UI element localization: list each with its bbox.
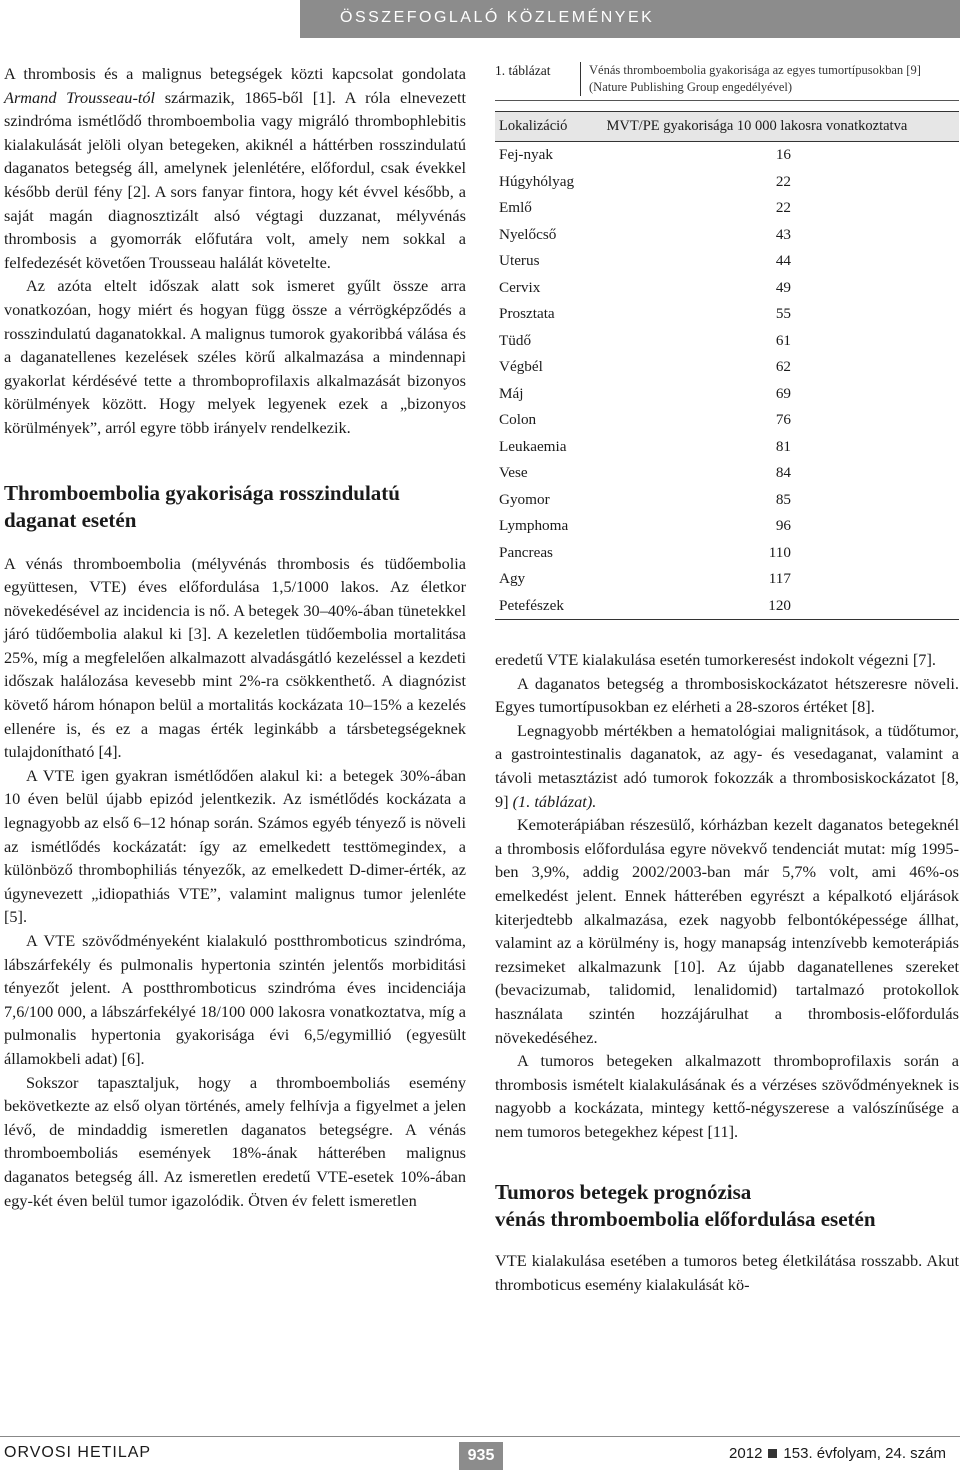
table-row bbox=[495, 222, 959, 249]
paragraph: Sokszor tapasztaljuk, hogy a thromboemboliás esemény bekövetkezte az első olyan történés, amely felhívja a figyelmet a jelen lévő, de mindaddig ismeretlen daganatos betegségre. A vénás thromboemboliás események 18%-ának hátterében malignus daganatos betegség áll. Az ismeretlen eredetű VTE-esetek 10%-ában egy-két éven belül tumor igazolódik. Ötven év felett ismeretlen bbox=[4, 1072, 466, 1210]
table-row bbox=[495, 169, 959, 196]
table-row bbox=[495, 195, 959, 222]
author-name: Armand Trousseau-tól bbox=[4, 87, 156, 107]
paragraph: VTE kialakulása esetében a tumoros beteg életkilátása rosszabb. Akut thromboticus esemény kialakulását kö- bbox=[495, 1251, 959, 1295]
paragraph: A tumoros betegeken alkalmazott thromboprofilaxis során a thrombosis ismételt kialakulásának és a vérzéses szövődményeknek is nagyobb a kockázata, mintegy kettő-négyszerese a valószínűsége a nem tumoros betegekhez képest [11]. bbox=[495, 1051, 959, 1141]
section-heading: Thromboembolia gyakorisága rosszindulatú daganat esetén bbox=[4, 480, 400, 532]
paragraph: Az azóta eltelt időszak alatt sok ismeret gyűlt össze arra vonatkozóan, hogy miért és hogyan függ össze a vérrögképződés a rosszindulatú daganatokkal. A malignus tumorok gyakoribbá válása és a daganatellenes kezelések széles körű alkalmazása a mindennapi gyakorlat kérdésévé tette a thromboprofilaxis alkalmazását bizonyos körülmények között. Hogy melyek legyenek ezek a „bizonyos körülmények”, arról egyre több irányelv rendelkezik. bbox=[4, 276, 466, 437]
table-row bbox=[495, 460, 959, 487]
cell-location: Végbél bbox=[499, 358, 543, 376]
page-footer bbox=[0, 1436, 960, 1470]
paragraph: Legnagyobb mértékben a hematológiai malignitások, a tüdőtumor, a gastrointestinalis daganatok, az agy- és vesedaganat, valamint a távoli metasztázist adó tumorok fokozzák a thrombosiskockázatot [8, 9] (1. táblázat). bbox=[495, 720, 959, 811]
table-row bbox=[495, 540, 959, 567]
cell-location: Leukaemia bbox=[499, 437, 567, 455]
cell-location: Pancreas bbox=[499, 543, 553, 561]
right-column bbox=[495, 62, 959, 1297]
cell-location: Húgyhólyag bbox=[499, 172, 575, 190]
table-reference: (1. táblázat). bbox=[512, 791, 597, 811]
paragraph-intro: A thrombosis és a malignus betegségek közti kapcsolat gondolata Armand Trousseau-tól származik, 1865-ből [1]. A róla elnevezett szindróma ismétlődő thromboembolia vagy migráló thrombophlebitis kialakulását jelöli olyan betegeken, akiknél a háttérben rosszindulatú daganatos betegség áll, amelynek jelenlétére, előfordul, csak évekkel később derül fény [2]. A sors fanyar fintora, hogy két évvel később, a saját magán diagnosztizált alsó végtagi duzzanat, mélyvénás thrombosis a gyomorrák előfutára volt, amely nem sokkal a felfedezését követően Trousseau halálát követelte. bbox=[4, 64, 466, 272]
paragraph: A vénás thromboembolia (mélyvénás thrombosis és tüdőembolia együttesen, VTE) éves előfordulása 1,5/1000 lakos. Az életkor növekedésével az incidencia is nő. A betegek 30–40%-ában tünetekkel járó tüdőembolia alakul ki [3]. A kezeletlen tüdőembolia mortalitása 25%, míg a megfelelően alkalmazott alvadásgátló kezeléssel a kezdeti időszak halálozása kevesebb mint 2%-ra csökkenthető. A diagnózist követő három hónapon belül a mortalitás kockázata 10–15% a kezelés ellenére is, és ez a magas érték leginkább a társbetegségeknek tulajdonítható [4]. bbox=[4, 553, 466, 762]
table-row bbox=[495, 142, 959, 169]
cell-location: Colon bbox=[499, 411, 537, 429]
cell-location: Agy bbox=[499, 570, 526, 588]
cell-frequency: 61 bbox=[775, 331, 791, 349]
paragraph: A daganatos betegség a thrombosiskockázatot hétszeresre növeli. Egyes tumortípusokban ez elérheti a 28-szoros értéket [8]. bbox=[495, 673, 959, 717]
cell-frequency: 81 bbox=[775, 437, 791, 455]
year: 2012 bbox=[729, 1444, 763, 1462]
cell-location: Fej-nyak bbox=[499, 146, 553, 164]
cell-frequency: 85 bbox=[775, 490, 791, 508]
table-number: 1. táblázat bbox=[495, 63, 551, 78]
section-heading: Tumoros betegek prognózisa vénás thromboembolia előfordulása esetén bbox=[495, 1180, 876, 1232]
cell-location: Nyelőcső bbox=[499, 225, 557, 243]
cell-frequency: 43 bbox=[775, 225, 791, 243]
cell-location: Uterus bbox=[499, 252, 540, 270]
vte-frequency-table bbox=[495, 111, 959, 620]
cell-location: Gyomor bbox=[499, 490, 550, 508]
cell-location: Lymphoma bbox=[499, 517, 569, 535]
cell-frequency: 76 bbox=[775, 411, 791, 429]
left-column bbox=[4, 62, 466, 1212]
cell-frequency: 69 bbox=[775, 384, 791, 402]
volume: 153. évfolyam, 24. szám bbox=[783, 1444, 946, 1462]
cell-frequency: 49 bbox=[775, 278, 791, 296]
issue-info bbox=[729, 1436, 946, 1470]
table-row bbox=[495, 566, 959, 593]
cell-frequency: 55 bbox=[775, 305, 791, 323]
table-row bbox=[495, 487, 959, 514]
cell-location: Tüdő bbox=[499, 331, 532, 349]
table-row bbox=[495, 381, 959, 408]
cell-frequency: 120 bbox=[590, 593, 959, 620]
col-header-frequency: MVT/PE gyakorisága 10 000 lakosra vonatkoztatva bbox=[590, 112, 959, 142]
cell-location: Petefészek bbox=[495, 593, 590, 620]
paragraph: eredetű VTE kialakulása esetén tumorkeresést indokolt végezni [7]. bbox=[495, 650, 936, 669]
cell-location: Máj bbox=[499, 384, 524, 402]
table-row bbox=[495, 248, 959, 275]
table-row bbox=[495, 301, 959, 328]
cell-location: Cervix bbox=[499, 278, 541, 296]
cell-location: Vese bbox=[499, 464, 528, 482]
cell-frequency: 96 bbox=[775, 517, 791, 535]
cell-frequency: 110 bbox=[768, 543, 791, 561]
table-caption: Vénás thromboembolia gyakorisága az egyes tumortípusokban [9] (Nature Publishing Group engedélyével) bbox=[580, 62, 921, 96]
paragraph: A VTE igen gyakran ismétlődően alakul ki: a betegek 30%-ában 10 éven belül újabb epizód jelentkezik. Az ismétlődés kockázata a legnagyobb az első 6–12 hónap során. Számos egyéb tényező is növeli az ismétlődés kockázatát: így az emelkedett testtömegindex, a különböző thrombophiliás tényezők, az emelkedett D-dimer-érték, az úgynevezett „idiopathiás VTE”, valamint malignus tumor jelenléte [5]. bbox=[4, 765, 466, 927]
cell-frequency: 44 bbox=[775, 252, 791, 270]
paragraph: A VTE szövődményeként kialakuló postthromboticus szindróma, lábszárfekély és pulmonalis hypertonia szintén jelentős morbiditási tényezőt jelent. A postthromboticus szindróma éves incidenciája 7,6/100 000, a lábszárfekélyé 18/100 000 lakosra vonatkoztatva, míg a pulmonalis hypertonia gyakorisága évi 6,5/egymillió (egyesült államokbeli adat) [6]. bbox=[4, 931, 466, 1068]
cell-frequency: 84 bbox=[775, 464, 791, 482]
cell-frequency: 22 bbox=[775, 199, 791, 217]
col-header-location: Lokalizáció bbox=[495, 112, 590, 142]
section-title: ÖSSZEFOGLALÓ KÖZLEMÉNYEK bbox=[340, 9, 655, 26]
table-row bbox=[495, 275, 959, 302]
page-number: 935 bbox=[459, 1442, 503, 1470]
table-row bbox=[495, 593, 959, 620]
cell-location: Emlő bbox=[499, 199, 532, 217]
journal-name: ORVOSI HETILAP bbox=[4, 1444, 152, 1461]
cell-frequency: 16 bbox=[775, 146, 791, 164]
table-row bbox=[495, 407, 959, 434]
cell-location: Prosztata bbox=[499, 305, 555, 323]
table-row bbox=[495, 434, 959, 461]
table-row bbox=[495, 513, 959, 540]
cell-frequency: 117 bbox=[768, 570, 791, 588]
paragraph: Kemoterápiában részesülő, kórházban kezelt daganatos betegeknél a thrombosis előfordulása egyre növekvő tendenciát mutat: míg 1995-ben 3,9%, addig 2002/2003-ban már 5,7% volt, ami 46%-os emelkedést jelent. Ennek hátterében egyrészt a képalkotó eljárások kiterjedtebb alkalmazása, ezek nagyobb felbontóképessége állhat, valamint az a körülmény is, hogy manapság intenzívebb kemoterápiás rezsimeket alkalmazunk [10]. Az újabb daganatellenes szereket (bevacizumab, talidomid, lenalidomid) tartalmazó protokollok használata szintén hozzájárulhat a thrombosis-előfordulás növekedéséhez. bbox=[495, 815, 959, 1047]
square-bullet-icon bbox=[768, 1449, 777, 1458]
table-row bbox=[495, 354, 959, 381]
table-row bbox=[495, 328, 959, 355]
table-caption-block bbox=[495, 62, 959, 101]
cell-frequency: 62 bbox=[775, 358, 791, 376]
cell-frequency: 22 bbox=[775, 172, 791, 190]
